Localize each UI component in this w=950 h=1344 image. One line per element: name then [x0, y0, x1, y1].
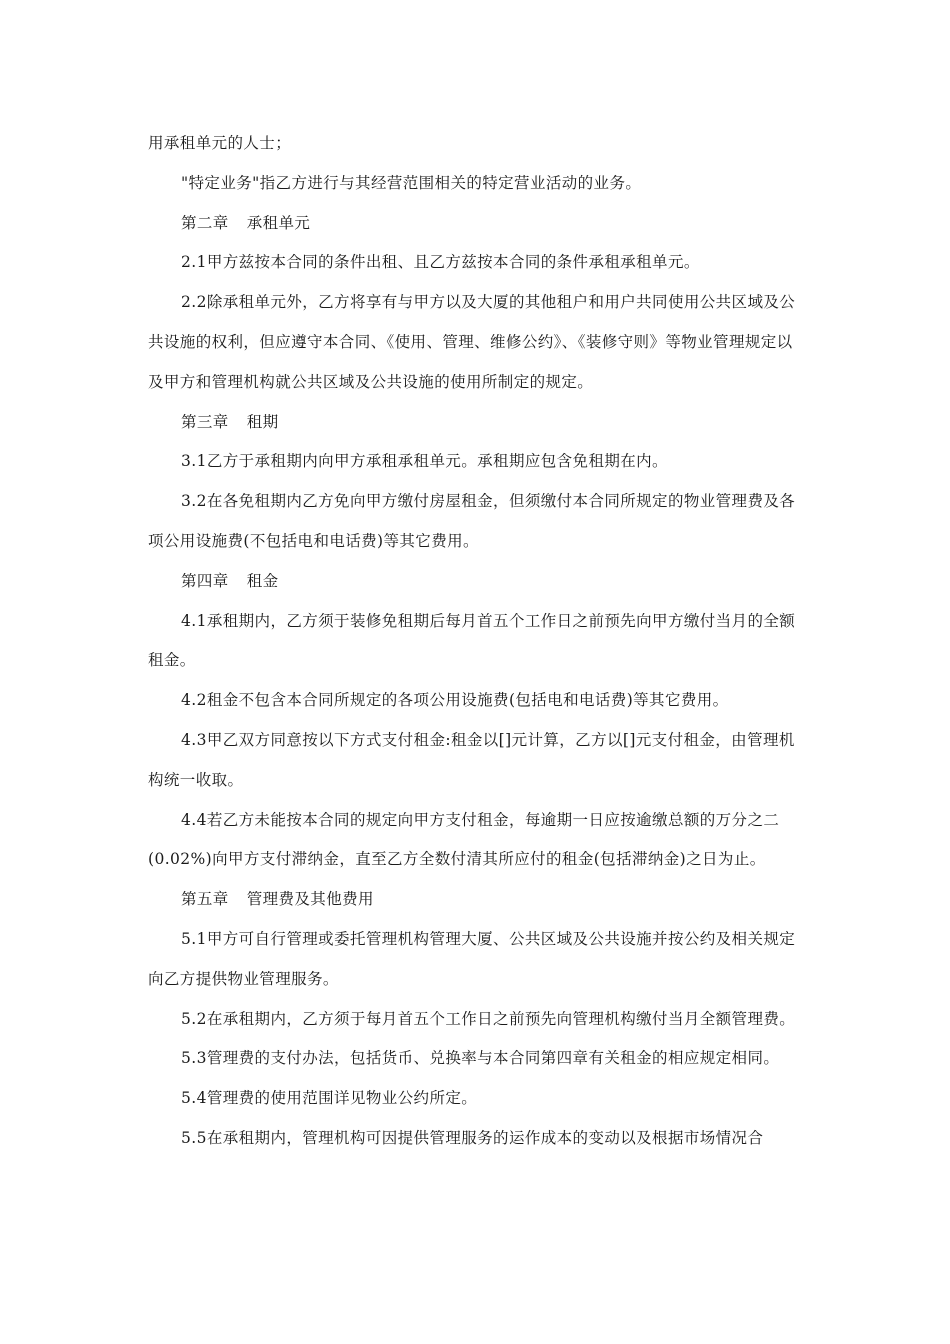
clause-paragraph: 5.3管理费的支付办法，包括货币、兑换率与本合同第四章有关租金的相应规定相同。 [181, 1049, 780, 1068]
clause-paragraph: 4.2租金不包含本合同所规定的各项公用设施费(包括电和电话费)等其它费用。 [181, 691, 729, 710]
chapter-number: 第三章 [181, 412, 229, 431]
chapter-heading [148, 562, 798, 602]
chapter-title: 租期 [246, 412, 279, 431]
clause-paragraph: 5.5在承租期内，管理机构可因提供管理服务的运作成本的变动以及根据市场情况合 [181, 1128, 764, 1147]
chapter-heading [148, 403, 798, 443]
clause-paragraph: 2.2除承租单元外，乙方将享有与甲方以及大厦的其他租户和用户共同使用公共区域及公共设施的权利，但应遵守本合同、《使用、管理、维修公约》、《装修守则》等物业管理规定以及甲方和管理机构就公共区域及公共设施的使用所制定的规定。 [148, 293, 796, 391]
clause-paragraph: 4.1承租期内，乙方须于装修免租期后每月首五个工作日之前预先向甲方缴付当月的全额租金。 [148, 611, 796, 670]
clause-paragraph: 5.2在承租期内，乙方须于每月首五个工作日之前预先向管理机构缴付当月全额管理费。 [181, 1009, 796, 1028]
clause-paragraph: 4.4若乙方未能按本合同的规定向甲方支付租金，每逾期一日应按逾缴总额的万分之二(0.02%)向甲方支付滞纳金，直至乙方全数付清其所应付的租金(包括滞纳金)之日为止。 [148, 810, 780, 869]
document-body [148, 124, 798, 1159]
chapter-heading [148, 880, 798, 920]
chapter-number: 第五章 [181, 890, 229, 909]
clause-paragraph: 3.2在各免租期内乙方免向甲方缴付房屋租金，但须缴付本合同所规定的物业管理费及各项公用设施费(不包括电和电话费)等其它费用。 [148, 492, 796, 550]
definition-paragraph: "特定业务"指乙方进行与其经营范围相关的特定营业活动的业务。 [181, 173, 642, 192]
clause-paragraph: 5.4管理费的使用范围详见物业公约所定。 [181, 1089, 478, 1108]
clause-paragraph: 4.3甲乙双方同意按以下方式支付租金:租金以[]元计算，乙方以[]元支付租金，由管理机构统一收取。 [148, 730, 795, 789]
paragraph-continuation: 用承租单元的人士； [148, 134, 292, 152]
clause-paragraph: 2.1甲方兹按本合同的条件出租、且乙方兹按本合同的条件承租承租单元。 [181, 253, 700, 272]
clause-paragraph: 3.1乙方于承租期内向甲方承租承租单元。承租期应包含免租期在内。 [181, 452, 668, 471]
chapter-number: 第四章 [181, 571, 229, 590]
chapter-title: 管理费及其他费用 [246, 890, 374, 909]
chapter-number: 第二章 [181, 213, 229, 232]
chapter-title: 承租单元 [246, 213, 311, 232]
clause-paragraph: 5.1甲方可自行管理或委托管理机构管理大厦、公共区域及公共设施并按公约及相关规定向乙方提供物业管理服务。 [148, 929, 796, 988]
chapter-title: 租金 [246, 571, 279, 590]
chapter-heading [148, 204, 798, 244]
